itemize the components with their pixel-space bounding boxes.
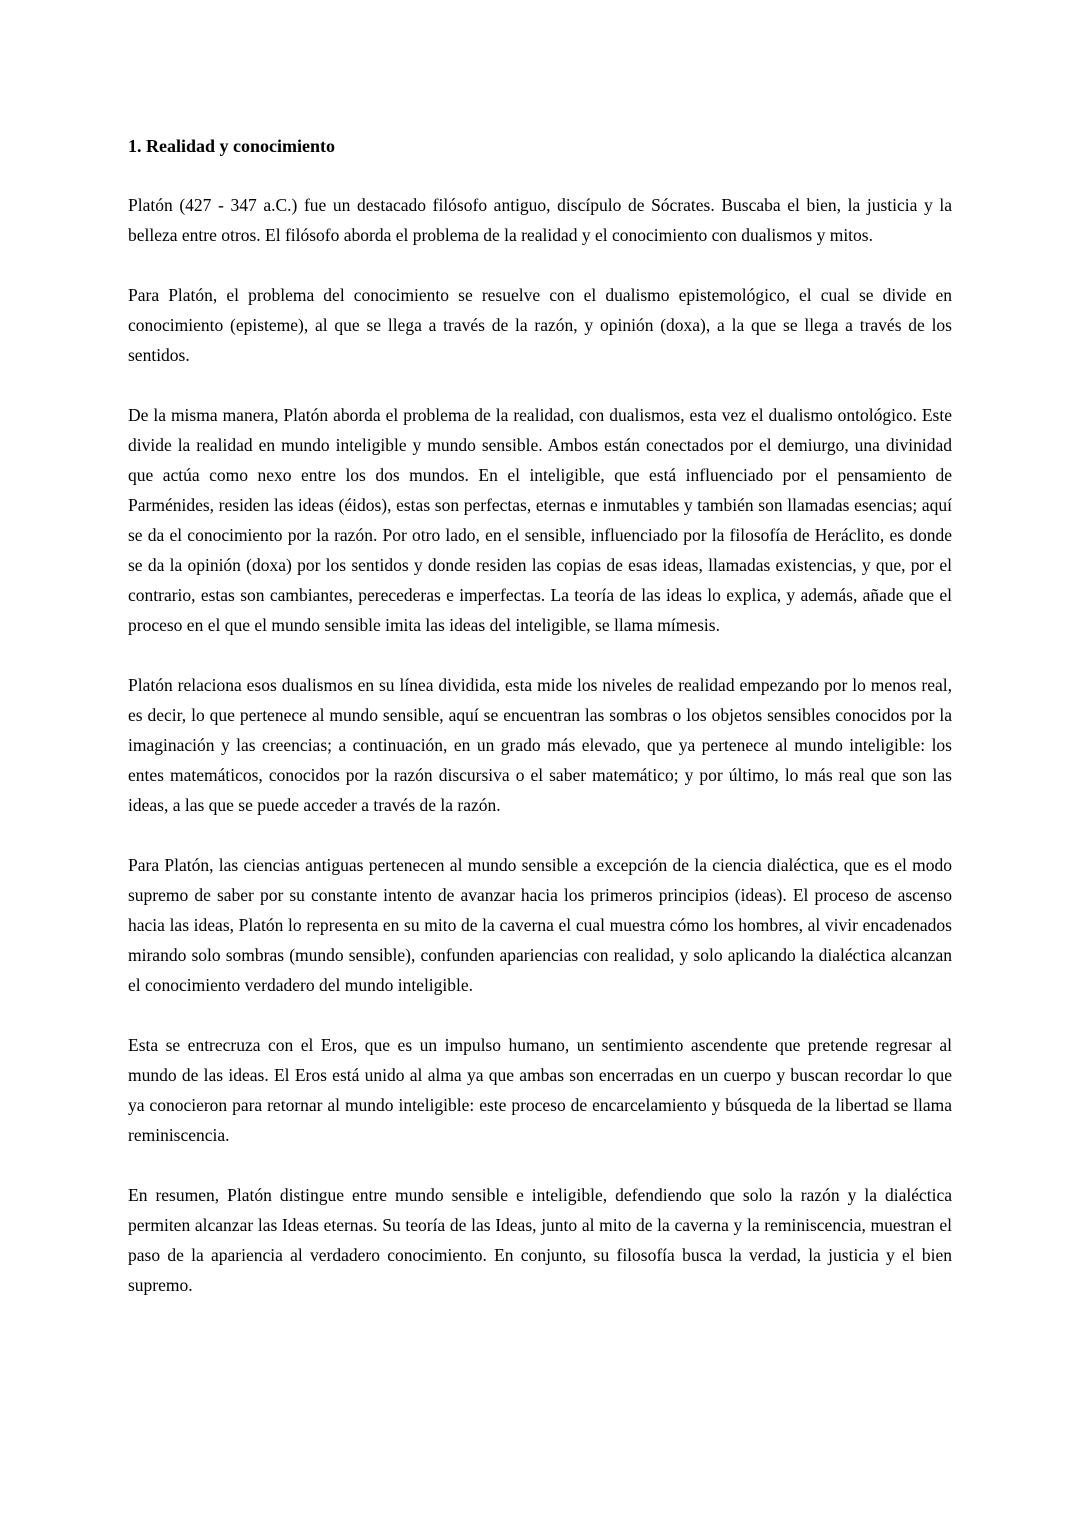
document-heading: 1. Realidad y conocimiento [128,136,335,156]
paragraph-dualismo-ontologico: De la misma manera, Platón aborda el problema de la realidad, con dualismos, esta vez el dualismo ontológico. Este divide la realidad en mundo inteligible y mundo sensible. Ambos están conectados por el demiurgo, una divinidad que actúa como nexo entre los dos mundos. En el inteligible, que está influenciado por el pensamiento de Parménides, residen las ideas (éidos), estas son perfectas, eternas e inmutables y también son llamadas esencias; aquí se da el conocimiento por la razón. Por otro lado, en el sensible, influenciado por la filosofía de Heráclito, es donde se da la opinión (doxa) por los sentidos y donde residen las copias de esas ideas, llamadas existencias, y que, por el contrario, estas son cambiantes, perecederas e imperfectas. La teoría de las ideas lo explica, y además, añade que el proceso en el que el mundo sensible imita las ideas del inteligible, se llama mímesis. [128,405,952,635]
paragraph-resumen: En resumen, Platón distingue entre mundo sensible e inteligible, defendiendo que solo la razón y la dialéctica permiten alcanzar las Ideas eternas. Su teoría de las Ideas, junto al mito de la caverna y la reminiscencia, muestran el paso de la apariencia al verdadero conocimiento. En conjunto, su filosofía busca la verdad, la justicia y el bien supremo. [128,1185,952,1295]
paragraph-intro: Platón (427 - 347 a.C.) fue un destacado filósofo antiguo, discípulo de Sócrates. Buscaba el bien, la justicia y la belleza entre otros. El filósofo aborda el problema de la realidad y el conocimiento con dualismos y mitos. [128,195,952,245]
paragraph-dualismo-epistemologico: Para Platón, el problema del conocimiento se resuelve con el dualismo epistemológico, el cual se divide en conocimiento (episteme), al que se llega a través de la razón, y opinión (doxa), a la que se llega a través de los sentidos. [128,285,952,365]
paragraph-linea-dividida: Platón relaciona esos dualismos en su línea dividida, esta mide los niveles de realidad empezando por lo menos real, es decir, lo que pertenece al mundo sensible, aquí se encuentran las sombras o los objetos sensibles conocidos por la imaginación y las creencias; a continuación, en un grado más elevado, que ya pertenece al mundo inteligible: los entes matemáticos, conocidos por la razón discursiva o el saber matemático; y por último, lo más real que son las ideas, a las que se puede acceder a través de la razón. [128,675,952,815]
paragraph-eros-reminiscencia: Esta se entrecruza con el Eros, que es un impulso humano, un sentimiento ascendente que pretende regresar al mundo de las ideas. El Eros está unido al alma ya que ambas son encerradas en un cuerpo y buscan recordar lo que ya conocieron para retornar al mundo inteligible: este proceso de encarcelamiento y búsqueda de la libertad se llama reminiscencia. [128,1035,952,1145]
paragraph-mito-caverna: Para Platón, las ciencias antiguas pertenecen al mundo sensible a excepción de la ciencia dialéctica, que es el modo supremo de saber por su constante intento de avanzar hacia los primeros principios (ideas). El proceso de ascenso hacia las ideas, Platón lo representa en su mito de la caverna el cual muestra cómo los hombres, al vivir encadenados mirando solo sombras (mundo sensible), confunden apariencias con realidad, y solo aplicando la dialéctica alcanzan el conocimiento verdadero del mundo inteligible. [128,855,952,995]
